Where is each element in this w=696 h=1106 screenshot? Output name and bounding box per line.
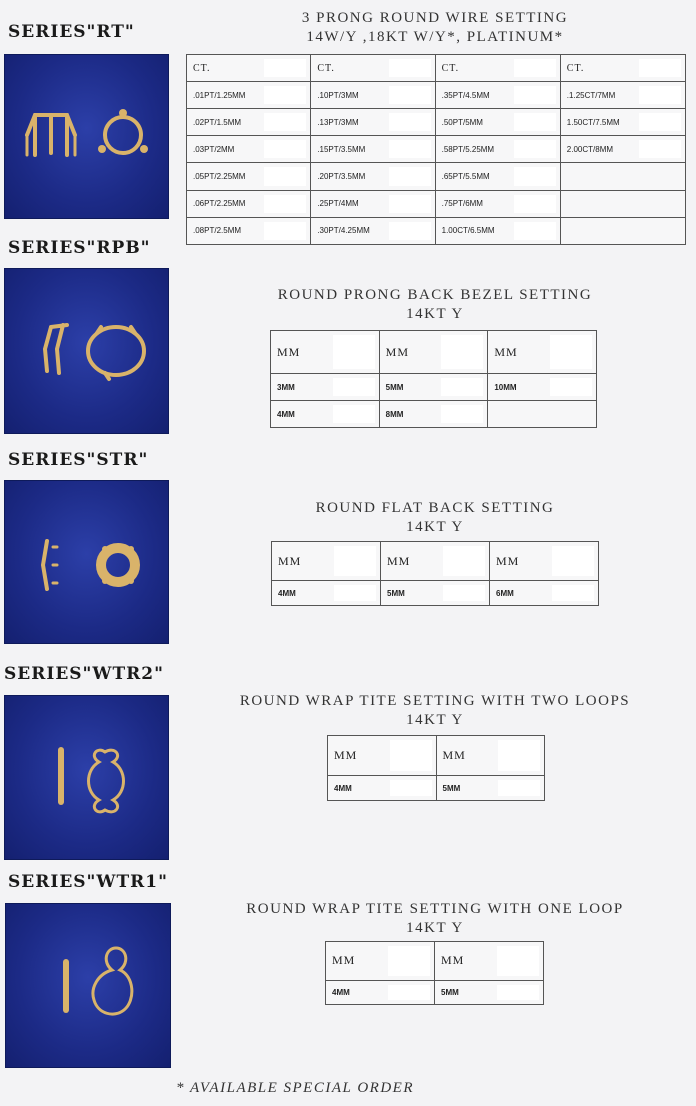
two-loop-setting-image bbox=[5, 696, 168, 859]
section-title-wtr1 bbox=[200, 900, 670, 938]
flat-back-setting-image bbox=[5, 481, 168, 643]
title-line-2: 14KT Y bbox=[406, 519, 464, 535]
section-title-rt bbox=[180, 9, 690, 47]
table-header: MM bbox=[381, 542, 490, 581]
table-row bbox=[187, 109, 686, 136]
table-cell: 10MM bbox=[488, 374, 597, 401]
table-header: CT. bbox=[187, 55, 311, 82]
table-row bbox=[187, 217, 686, 244]
table-row bbox=[187, 136, 686, 163]
table-header: MM bbox=[328, 736, 437, 776]
table-cell: .65PT/5.5MM bbox=[435, 163, 560, 190]
series-label-wtr1: SERIES"WTR1" bbox=[8, 872, 168, 892]
table-header: MM bbox=[379, 331, 488, 374]
table-cell: .1.25CT/7MM bbox=[560, 82, 685, 109]
table-cell: .06PT/2.25MM bbox=[187, 190, 311, 217]
table-cell bbox=[488, 401, 597, 428]
table-cell: 4MM bbox=[328, 776, 437, 801]
table-cell: .13PT/3MM bbox=[311, 109, 435, 136]
table-header: MM bbox=[326, 942, 435, 981]
table-row bbox=[326, 980, 544, 1004]
bezel-setting-image bbox=[5, 269, 168, 433]
title-line-1: ROUND PRONG BACK BEZEL SETTING bbox=[277, 287, 593, 303]
product-photo-str bbox=[4, 480, 169, 644]
table-cell: 4MM bbox=[272, 581, 381, 606]
title-line-1: ROUND WRAP TITE SETTING WITH TWO LOOPS bbox=[239, 693, 631, 709]
title-line-2: 14KT Y bbox=[406, 306, 464, 322]
table-cell: .50PT/5MM bbox=[435, 109, 560, 136]
table-header: MM bbox=[490, 542, 599, 581]
table-row bbox=[187, 190, 686, 217]
table-row bbox=[271, 401, 597, 428]
table-row bbox=[187, 82, 686, 109]
title-line-2: 14KT Y bbox=[406, 712, 464, 728]
title-line-2: 14KT Y bbox=[406, 920, 464, 936]
series-label-rt: SERIES"RT" bbox=[8, 22, 135, 42]
table-cell: 6MM bbox=[490, 581, 599, 606]
size-table-rt bbox=[186, 54, 686, 245]
table-cell bbox=[560, 217, 685, 244]
size-table-wtr2 bbox=[327, 735, 545, 801]
title-line-2: 14W/Y ,18KT W/Y*, PLATINUM* bbox=[306, 29, 564, 45]
table-cell: 3MM bbox=[271, 374, 380, 401]
prong-setting-image bbox=[5, 55, 168, 218]
table-header: MM bbox=[272, 542, 381, 581]
product-photo-wtr2 bbox=[4, 695, 169, 860]
table-cell: .03PT/2MM bbox=[187, 136, 311, 163]
section-title-rpb bbox=[200, 286, 670, 324]
table-header: MM bbox=[271, 331, 380, 374]
table-cell: 5MM bbox=[435, 980, 544, 1004]
product-photo-rt bbox=[4, 54, 169, 219]
table-row bbox=[328, 776, 545, 801]
table-header: MM bbox=[435, 942, 544, 981]
size-table-str bbox=[271, 541, 599, 606]
one-loop-setting-image bbox=[6, 904, 170, 1067]
table-cell: .08PT/2.5MM bbox=[187, 217, 311, 244]
table-cell: .20PT/3.5MM bbox=[311, 163, 435, 190]
series-label-wtr2: SERIES"WTR2" bbox=[4, 664, 164, 684]
table-row bbox=[271, 374, 597, 401]
table-cell: 8MM bbox=[379, 401, 488, 428]
table-row bbox=[187, 163, 686, 190]
title-line-1: 3 PRONG ROUND WIRE SETTING bbox=[301, 10, 569, 26]
table-cell: .75PT/6MM bbox=[435, 190, 560, 217]
table-cell: 1.50CT/7.5MM bbox=[560, 109, 685, 136]
size-table-wtr1 bbox=[325, 941, 544, 1005]
table-header: MM bbox=[488, 331, 597, 374]
table-cell: 4MM bbox=[326, 980, 435, 1004]
title-line-1: ROUND FLAT BACK SETTING bbox=[315, 500, 555, 516]
section-title-str bbox=[200, 499, 670, 537]
series-label-rpb: SERIES"RPB" bbox=[8, 238, 151, 258]
table-cell bbox=[560, 190, 685, 217]
table-cell: .25PT/4MM bbox=[311, 190, 435, 217]
table-row bbox=[272, 581, 599, 606]
table-cell: 4MM bbox=[271, 401, 380, 428]
table-header: CT. bbox=[435, 55, 560, 82]
table-cell: 2.00CT/8MM bbox=[560, 136, 685, 163]
table-cell: .30PT/4.25MM bbox=[311, 217, 435, 244]
table-header: CT. bbox=[311, 55, 435, 82]
table-cell bbox=[560, 163, 685, 190]
table-cell: .15PT/3.5MM bbox=[311, 136, 435, 163]
table-cell: 5MM bbox=[436, 776, 545, 801]
table-cell: .02PT/1.5MM bbox=[187, 109, 311, 136]
table-cell: .10PT/3MM bbox=[311, 82, 435, 109]
table-header: CT. bbox=[560, 55, 685, 82]
table-cell: .05PT/2.25MM bbox=[187, 163, 311, 190]
table-cell: .01PT/1.25MM bbox=[187, 82, 311, 109]
size-table-rpb bbox=[270, 330, 597, 428]
table-cell: 5MM bbox=[379, 374, 488, 401]
series-label-str: SERIES"STR" bbox=[8, 450, 149, 470]
table-header: MM bbox=[436, 736, 545, 776]
table-cell: 1.00CT/6.5MM bbox=[435, 217, 560, 244]
product-photo-wtr1 bbox=[5, 903, 171, 1068]
footer-note: * AVAILABLE SPECIAL ORDER bbox=[176, 1080, 414, 1096]
table-cell: .58PT/5.25MM bbox=[435, 136, 560, 163]
table-cell: 5MM bbox=[381, 581, 490, 606]
title-line-1: ROUND WRAP TITE SETTING WITH ONE LOOP bbox=[246, 901, 624, 917]
table-cell: .35PT/4.5MM bbox=[435, 82, 560, 109]
product-photo-rpb bbox=[4, 268, 169, 434]
section-title-wtr2 bbox=[200, 692, 670, 730]
